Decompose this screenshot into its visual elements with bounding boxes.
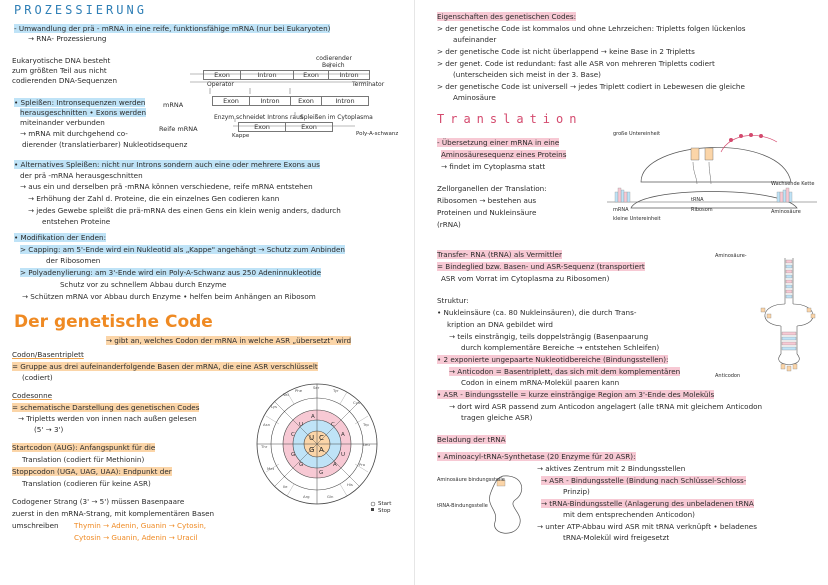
operator-label: Operator [207, 81, 234, 88]
mrna-label: mRNA [163, 101, 184, 109]
sun-inner-g: G [309, 446, 315, 454]
sk5: durch komplementäre Bereiche → entstehen Schleifen) [461, 343, 660, 352]
t3: ASR vom Vorrat im Cytoplasma zu Ribosomen) [441, 274, 610, 283]
e1: > der genetische Code ist kommalos und ohne Lehrzeichen: Tripletts folgen lückenlos [437, 24, 746, 33]
z2: Ribosomen → bestehen aus [437, 196, 537, 205]
trna-diagram [751, 244, 827, 390]
cg1: Codogener Strang (3' → 5') müssen Basenpaare [12, 497, 185, 506]
sun-inner-c: C [319, 434, 324, 442]
cg3: umschreiben [12, 521, 59, 530]
svg-text:Ser: Ser [313, 385, 320, 390]
intron-1: Intron [240, 70, 294, 80]
a6: entstehen Proteine [42, 217, 111, 226]
e4b: Aminosäure [453, 93, 496, 102]
ribo-l6: Aminosäure [771, 209, 801, 215]
a5: → jedes Gewebe spleißt die prä-mRNA des einen Gens ein klein wenig anders, dadurch [28, 206, 341, 215]
tr2: Aminosäuresequenz eines Proteins [441, 150, 567, 159]
st2: Translation (codiert für Methionin) [22, 455, 145, 464]
intron-2: Intron [328, 70, 370, 80]
svg-text:Cys: Cys [353, 400, 360, 405]
b3b: Prinzip) [563, 487, 590, 496]
e-title: Eigenschaften des genetischen Codes: [437, 12, 577, 21]
a4: → Erhöhung der Zahl d. Proteine, die ein einzelnes Gen codieren kann [28, 194, 280, 203]
kappe-label: Kappe [232, 133, 250, 139]
b2: → aktives Zentrum mit 2 Bindungsstellen [537, 464, 686, 473]
b1: • Aminoacyl-tRNA-Synthetase (20 Enzyme für 20 ASR): [437, 452, 636, 461]
svg-text:G: G [319, 470, 324, 476]
a1: • Alternatives Spleißen: nicht nur Introns sondern auch eine oder mehrere Exons aus [14, 160, 320, 169]
mrna-exon-1: Exon [212, 96, 250, 106]
sk2: • Nukleinsäure (ca. 80 Nukleinsäuren), die durch Trans- [437, 308, 637, 317]
translation-title: Translation [437, 112, 583, 126]
sk6: • 2 exponierte ungepaarte Nukleotidbereiche (Bindungsstellen): [437, 355, 669, 364]
terminator-label: Terminator [352, 81, 385, 88]
m3: der Ribosomen [46, 256, 101, 265]
sk8: Codon in einem mRNA-Molekül paaren kann [461, 378, 620, 387]
svg-text:Trp: Trp [363, 422, 369, 427]
svg-text:Thr: Thr [261, 444, 268, 449]
pairs-2: Cytosin → Guanin, Adenin → Uracil [74, 533, 198, 542]
pairs-1: Thymin → Adenin, Guanin → Cytosin, [74, 521, 207, 530]
z4: (rRNA) [437, 220, 461, 229]
legend-stop: Stop [378, 508, 391, 514]
svg-text:A: A [341, 432, 345, 438]
st4: Translation (codieren für keine ASR) [22, 479, 151, 488]
svg-text:U: U [341, 452, 346, 458]
svg-text:Leu: Leu [363, 442, 370, 447]
enzym-label: Enzym schneidet Introns raus [214, 114, 304, 121]
b4: → tRNA-Bindungsstelle (Anlagerung des unbeladenen tRNA [541, 499, 754, 508]
b5: → unter ATP-Abbau wird ASR mit tRNA verknüpft • beladenes [537, 522, 757, 531]
eu3: codierenden DNA-Sequenzen [12, 76, 118, 85]
sk11: tragen gleiche ASR) [461, 413, 533, 422]
svg-text:Met: Met [267, 466, 275, 471]
exon-1: Exon [203, 70, 241, 80]
genetic-code-title: Der genetische Code [14, 312, 213, 332]
svg-text:Phe: Phe [295, 388, 303, 393]
e4: > der genetische Code ist universell → jedes Triplett codiert in Lebewesen die gleiche [437, 82, 745, 91]
s4: → mRNA mit durchgehend co- [20, 129, 128, 138]
p1: - Umwandlung der prä - mRNA in eine reife, funktionsfähige mRNA (nur bei Eukaryoten) [14, 24, 331, 33]
svg-text:U: U [299, 422, 304, 428]
mrna-exon-2: Exon [290, 96, 322, 106]
polya-label: Poly-A-schwanz [356, 131, 399, 137]
sk9: • ASR - Bindungsstelle = kurze einsträngige Region am 3'-Ende des Moleküls [437, 390, 715, 399]
cs3: → Tripletts werden von innen nach außen gelesen [18, 414, 197, 423]
t2: = Bindeglied bzw. Basen- und ASR-Sequenz (transportiert [437, 262, 645, 271]
st3: Stoppcodon (UGA, UAG, UAA): Endpunkt der [12, 467, 172, 476]
reife-exon-2: Exon [285, 122, 333, 132]
a2: der prä -mRNA herausgeschnitten [20, 171, 143, 180]
prozessierung-title: PROZESSIERUNG [14, 3, 147, 17]
svg-text:Tyr: Tyr [333, 388, 339, 393]
e1b: aufeinander [453, 35, 497, 44]
svg-text:Ile: Ile [283, 484, 288, 489]
tr3: → findet im Cytoplasma statt [441, 162, 546, 171]
sun-inner-u: U [309, 434, 315, 442]
svg-text:G: G [291, 452, 296, 458]
mrna-intron-1: Intron [249, 96, 291, 106]
spleissen-label: Spleißen im Cytoplasma [300, 114, 373, 121]
ribo-l4: kleine Untereinheit [613, 216, 661, 222]
b3: → ASR - Bindungsstelle (Bindung nach Schlüssel-Schloss- [541, 476, 747, 485]
svg-text:G: G [299, 462, 304, 468]
ribo-l7: tRNA [691, 197, 704, 203]
c3: (codiert) [22, 373, 53, 382]
svg-text:A: A [311, 414, 315, 420]
cs1: Codesonne [12, 391, 53, 400]
cg2: zuerst in den mRNA-Strang, mit komplementären Basen [12, 509, 215, 518]
diag-codierender: codierender [316, 55, 352, 62]
svg-text:Val: Val [283, 392, 289, 397]
svg-text:His: His [347, 482, 353, 487]
ribo-l1: große Untereinheit [613, 131, 661, 137]
s5: dierender (translatierbarer) Nukleotidsequenz [22, 140, 188, 149]
diag-bereich: Bereich [322, 62, 345, 69]
bl2: tRNA-Bindungsstelle [437, 503, 488, 509]
bl1: Aminosäure bindungsstelle [437, 477, 505, 483]
b4b: mit dem entsprechenden Anticodon) [563, 510, 695, 519]
b-title: Beladung der tRNA [437, 435, 506, 444]
e3b: (unterscheiden sich meist in der 3. Base) [453, 70, 601, 79]
s1: • Spleißen: Intronsequenzen werden [14, 98, 146, 107]
svg-text:C: C [291, 432, 295, 438]
sun-inner-a: A [319, 446, 324, 454]
tr1: - Übersetzung einer mRNA in eine [437, 138, 560, 147]
m1: • Modifikation der Enden: [14, 233, 106, 242]
b5b: tRNA-Molekül wird freigesetzt [563, 533, 670, 542]
svg-text:Arg: Arg [303, 494, 310, 499]
svg-text:Lys: Lys [271, 404, 277, 409]
c2: = Gruppe aus drei aufeinanderfolgende Basen der mRNA, die eine ASR verschlüsselt [12, 362, 318, 371]
sk4: → teils einsträngig, teils doppelsträngig (Basenpaarung [449, 332, 649, 341]
svg-text:A: A [333, 462, 337, 468]
s3: miteinander verbunden [20, 118, 105, 127]
e3: > der genet. Code ist redundant: fast alle ASR von mehreren Tripletts codiert [437, 59, 715, 68]
eu2: zum größten Teil aus nicht [12, 66, 107, 75]
st1: Startcodon (AUG): Anfangspunkt für die [12, 443, 156, 452]
svg-text:Gln: Gln [327, 494, 334, 499]
sk1: Struktur: [437, 296, 469, 305]
t1: Transfer- RNA (tRNA) als Vermittler [437, 250, 562, 259]
code-sub: → gibt an, welches Codon der mRNA in welche ASR „übersetzt" wird [106, 336, 352, 345]
m2: > Capping: am 5'-Ende wird ein Nukleotid als „Kappe" angehängt → Schutz zum Anbinden [20, 245, 345, 254]
trna-label-asr: Aminosäure- [715, 253, 747, 259]
ribo-l5: Wachsende Kette [771, 181, 815, 187]
codesonne [255, 374, 385, 514]
trna-label-anticodon: Anticodon [715, 373, 741, 379]
svg-text:C: C [331, 422, 335, 428]
a3: → aus ein und derselben prä -mRNA können verschiedene, reife mRNA entstehen [20, 182, 313, 191]
m5: Schutz vor zu schnellem Abbau durch Enzyme [60, 280, 227, 289]
mrna-intron-2: Intron [321, 96, 369, 106]
m6: → Schützen mRNA vor Abbau durch Enzyme • helfen beim Anhängen an Ribosom [22, 292, 316, 301]
svg-text:Pro: Pro [359, 462, 366, 467]
reife-exon-1: Exon [238, 122, 286, 132]
reife-mrna-label: Reife mRNA [159, 125, 198, 133]
z1: Zellorganellen der Translation: [437, 184, 547, 193]
cs2: = schematische Darstellung des genetischen Codes [12, 403, 200, 412]
right-page [414, 0, 828, 585]
exon-2: Exon [293, 70, 329, 80]
z3: Proteinen und Nukleinsäure [437, 208, 537, 217]
eu1: Eukaryotische DNA besteht [12, 56, 111, 65]
sk3: kription an DNA gebildet wird [447, 320, 553, 329]
legend-start: Start [378, 501, 392, 507]
ribo-l3: mRNA [613, 207, 629, 213]
sk10: → dort wird ASR passend zum Anticodon angelagert (alle tRNA mit gleichem Anticodon [449, 402, 763, 411]
c1: Codon/Basentriplett [12, 350, 84, 359]
cs4: (5' → 3') [34, 425, 64, 434]
diagram-lines [150, 52, 410, 142]
ribo-l2: Ribosom [691, 207, 713, 213]
m4: > Polyadenylierung: am 3'-Ende wird ein Poly-A-Schwanz aus 250 Adeninnukleotide [20, 268, 322, 277]
p1b: → RNA- Prozessierung [28, 34, 107, 43]
svg-text:Asn: Asn [263, 422, 270, 427]
sk7: → Anticodon = Basentriplett, das sich mit dem komplementären [449, 367, 681, 376]
e2: > der genetische Code ist nicht überlappend → keine Base in 2 Tripletts [437, 47, 695, 56]
s2: herausgeschnitten • Exons werden [20, 108, 147, 117]
